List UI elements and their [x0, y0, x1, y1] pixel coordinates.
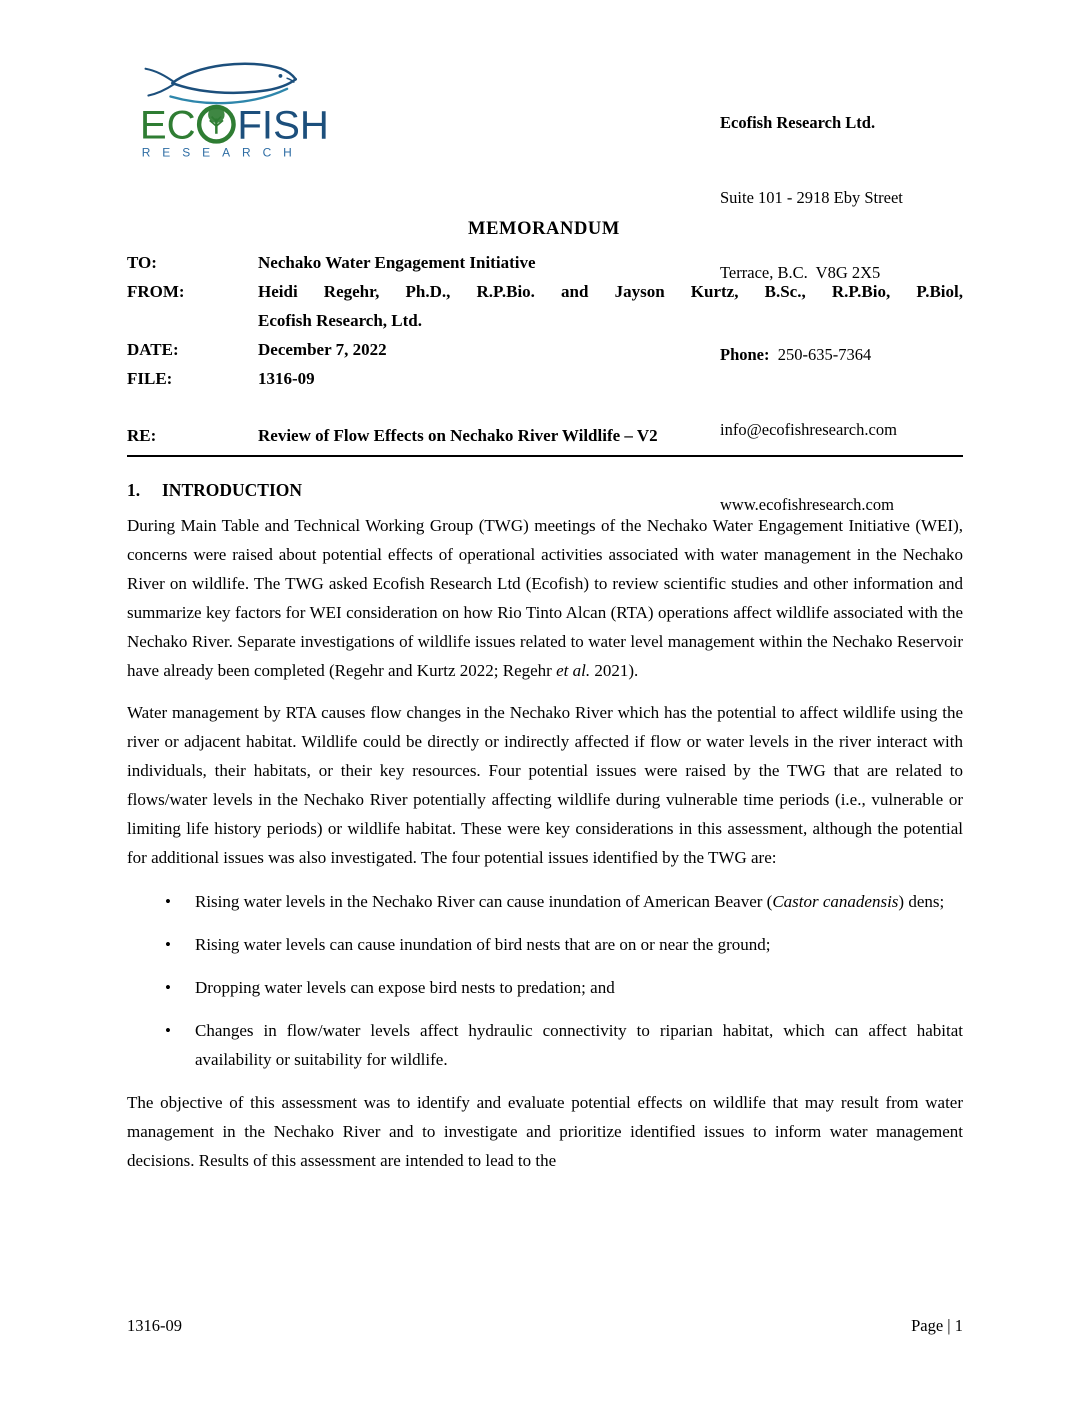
- memo-to-row: [127, 248, 963, 277]
- to-label: TO:: [127, 253, 157, 272]
- footer-file-number: 1316-09: [127, 1316, 182, 1335]
- bullet-text: ) dens;: [898, 892, 945, 911]
- date-label: DATE:: [127, 340, 179, 359]
- footer-page-number: Page | 1: [911, 1316, 963, 1335]
- memo-re-row: [127, 421, 963, 450]
- memo-file-row: [127, 364, 963, 393]
- list-item: [127, 1016, 963, 1074]
- phone-number: 250-635-7364: [769, 345, 872, 364]
- section-number: 1.: [127, 480, 141, 500]
- address-line-2: Terrace, B.C. V8G 2X5: [720, 263, 881, 282]
- bullet-text: Changes in flow/water levels affect hydraulic connectivity to riparian habitat, which can affect habitat availability or suitability for wildlife.: [195, 1021, 963, 1069]
- bullet-text: Rising water levels can cause inundation of bird nests that are on or near the ground;: [195, 935, 771, 954]
- paragraph-text: During Main Table and Technical Working Group (TWG) meetings of the Nechako Water Engagement Initiative (WEI), concerns were raised about potential effects of operational activities associated with water management in the Nechako River on wildlife. The TWG asked Ecofish Research Ltd (Ecofish) to review scientific studies and other information and summarize key factors for WEI consideration on how Rio Tinto Alcan (RTA) operations affect wildlife associated with the Nechako River. Separate investigations of wildlife issues related to water level management within the Nechako Reservoir have already been completed (Regehr and Kurtz 2022; Regehr: [127, 516, 963, 680]
- from-line-1: Heidi Regehr, Ph.D., R.P.Bio. and Jayson Kurtz, B.Sc., R.P.Bio, P.Biol,: [258, 282, 963, 301]
- bullet-icon: •: [165, 935, 171, 954]
- re-label: RE:: [127, 426, 157, 445]
- bullet-icon: •: [165, 978, 171, 997]
- header-divider: [127, 455, 963, 457]
- memo-from-row: [127, 277, 963, 335]
- latin-phrase: et al.: [556, 661, 591, 680]
- from-label: FROM:: [127, 282, 185, 301]
- from-value: [258, 277, 963, 335]
- address-line-1: Suite 101 - 2918 Eby Street: [720, 188, 903, 207]
- bullet-text: Dropping water levels can expose bird nests to predation; and: [195, 978, 615, 997]
- paragraph-text: 2021).: [590, 661, 639, 680]
- memo-date-row: [127, 335, 963, 364]
- bullet-text: Rising water levels in the Nechako River can cause inundation of American Beaver (: [195, 892, 773, 911]
- company-name: Ecofish Research Ltd.: [720, 113, 876, 132]
- from-line-2: Ecofish Research, Ltd.: [258, 311, 423, 330]
- re-value: Review of Flow Effects on Nechako River Wildlife – V2: [258, 426, 658, 445]
- intro-paragraph-2: Water management by RTA causes flow changes in the Nechako River which has the potential to affect wildlife using the river or adjacent habitat. Wildlife could be directly or indirectly affected if flow or water levels in the river interact with individuals, their habitats, or their key resources. Four potential issues were raised by the TWG that are related to flows/water levels in the Nechako River potentially affecting wildlife during vulnerable time periods (i.e., vulnerable or limiting life history periods) or wildlife habitat. These were key considerations in this assessment, although the potential for additional issues was also investigated. The four potential issues identified by the TWG are:: [127, 703, 963, 867]
- species-name: Castor canadensis: [772, 892, 899, 911]
- issues-list: [127, 887, 963, 1074]
- page-footer: [127, 1316, 963, 1336]
- logo-text-ec: EC: [139, 102, 196, 148]
- bullet-icon: •: [165, 892, 171, 911]
- logo-text-fish: FISH: [237, 102, 329, 148]
- tree-icon: [199, 106, 233, 141]
- email-link[interactable]: info@ecofishresearch.com: [720, 420, 897, 439]
- file-label: FILE:: [127, 369, 173, 388]
- to-value: Nechako Water Engagement Initiative: [258, 253, 536, 272]
- intro-paragraph-3: The objective of this assessment was to identify and evaluate potential effects on wildlife that may result from water management in the Nechako River and to investigate and prioritize identified issues to inform water management decisions. Results of this assessment are intended to lead to the: [127, 1093, 963, 1170]
- intro-paragraph-1: [127, 511, 963, 685]
- list-item: [127, 887, 963, 916]
- ecofish-logo-graphic: [136, 52, 334, 162]
- list-item: [127, 973, 963, 1002]
- fish-icon: [146, 64, 296, 103]
- website-link[interactable]: www.ecofishresearch.com: [720, 495, 894, 514]
- section-heading: [127, 476, 963, 505]
- memo-title: MEMORANDUM: [468, 219, 620, 239]
- memo-content: [127, 248, 963, 1175]
- date-value: December 7, 2022: [258, 340, 387, 359]
- file-value: 1316-09: [258, 369, 315, 388]
- bullet-icon: •: [165, 1021, 171, 1040]
- list-item: [127, 930, 963, 959]
- ecofish-logo: [136, 52, 334, 167]
- section-title: INTRODUCTION: [162, 480, 303, 500]
- phone-label: Phone:: [720, 345, 770, 364]
- logo-text-research: RESEARCH: [141, 145, 304, 160]
